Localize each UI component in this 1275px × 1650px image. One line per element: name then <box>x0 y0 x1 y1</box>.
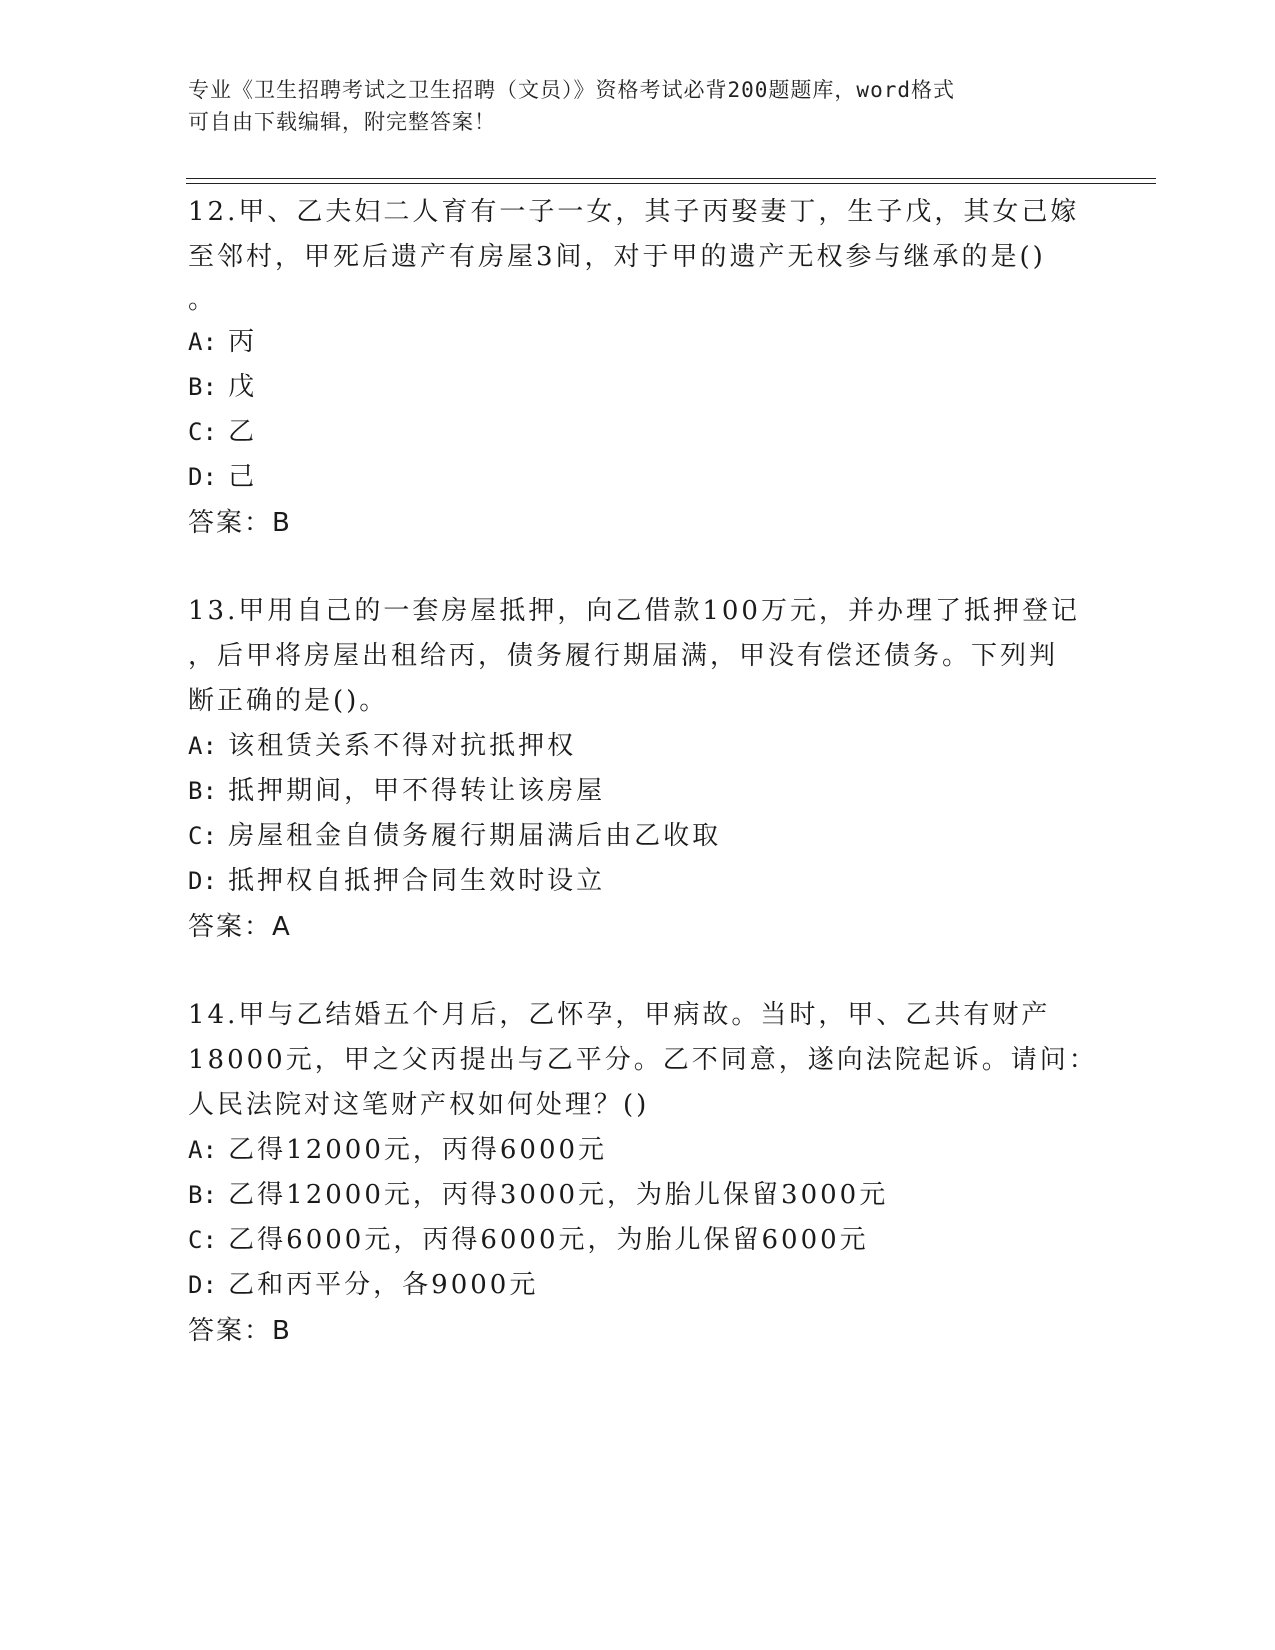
option-key: C: <box>188 1226 217 1254</box>
option-text: 乙得12000元，丙得6000元 <box>228 1135 608 1165</box>
question-text-line: ，后甲将房屋出租给丙，债务履行期届满，甲没有偿还债务。下列判 <box>188 641 1059 671</box>
option-key: D: <box>188 1271 217 1299</box>
option-text: 房屋租金自债务履行期届满后由乙收取 <box>228 821 722 851</box>
option-d <box>188 455 1088 500</box>
option-b <box>188 1173 1088 1218</box>
option-d <box>188 859 1088 904</box>
option-text: 戊 <box>228 372 258 402</box>
question-list <box>188 190 1098 1355</box>
option-key: A: <box>188 1136 217 1164</box>
option-text: 该租赁关系不得对抗抵押权 <box>228 731 577 761</box>
question-text-line: 。 <box>188 285 218 315</box>
option-key: A: <box>188 732 217 760</box>
option-c <box>188 1218 1088 1263</box>
answer-label: 答案：B <box>188 1316 292 1346</box>
header-divider-top <box>186 178 1156 179</box>
question-12 <box>188 190 1088 547</box>
option-a <box>188 1128 1088 1173</box>
option-key: B: <box>188 373 217 401</box>
question-text-line: 至邻村，甲死后遗产有房屋3间，对于甲的遗产无权参与继承的是() <box>188 242 1046 272</box>
question-text-line: 13.甲用自己的一套房屋抵押，向乙借款100万元，并办理了抵押登记 <box>188 596 1080 626</box>
option-text: 乙 <box>228 417 258 447</box>
option-text: 乙和丙平分，各9000元 <box>228 1270 539 1300</box>
question-14 <box>188 993 1098 1355</box>
document-header <box>188 74 1088 138</box>
option-key: C: <box>188 418 217 446</box>
option-text: 己 <box>228 462 258 492</box>
option-b <box>188 769 1088 814</box>
option-text: 抵押期间，甲不得转让该房屋 <box>228 776 606 806</box>
question-13 <box>188 589 1088 951</box>
answer-label: 答案：A <box>188 912 292 942</box>
option-key: B: <box>188 1181 217 1209</box>
header-divider-bottom <box>186 183 1156 184</box>
option-text: 乙得6000元，丙得6000元，为胎儿保留6000元 <box>228 1225 869 1255</box>
question-text-line: 断正确的是()。 <box>188 686 389 716</box>
option-key: C: <box>188 822 217 850</box>
option-text: 丙 <box>228 327 258 357</box>
option-key: B: <box>188 777 217 805</box>
question-text-line: 14.甲与乙结婚五个月后，乙怀孕，甲病故。当时，甲、乙共有财产 <box>188 1000 1051 1030</box>
header-line-1: 专业《卫生招聘考试之卫生招聘（文员）》资格考试必背200题题库，word格式 <box>188 78 955 102</box>
option-key: D: <box>188 463 217 491</box>
question-text-line: 人民法院对这笔财产权如何处理？() <box>188 1090 650 1120</box>
option-key: D: <box>188 867 217 895</box>
question-spacer <box>188 951 1088 993</box>
option-c <box>188 410 1088 455</box>
option-c <box>188 814 1088 859</box>
option-text: 抵押权自抵押合同生效时设立 <box>228 866 606 896</box>
question-text-line: 12.甲、乙夫妇二人育有一子一女，其子丙娶妻丁，生子戊，其女己嫁 <box>188 197 1080 227</box>
question-spacer <box>188 547 1088 589</box>
option-b <box>188 365 1088 410</box>
option-key: A: <box>188 328 217 356</box>
option-a <box>188 320 1088 365</box>
answer-label: 答案：B <box>188 508 292 538</box>
option-d <box>188 1263 1088 1308</box>
option-text: 乙得12000元，丙得3000元，为胎儿保留3000元 <box>228 1180 889 1210</box>
header-line-2: 可自由下载编辑，附完整答案！ <box>188 110 496 134</box>
question-text-line: 18000元，甲之父丙提出与乙平分。乙不同意，遂向法院起诉。请问： <box>188 1045 1098 1075</box>
option-a <box>188 724 1088 769</box>
